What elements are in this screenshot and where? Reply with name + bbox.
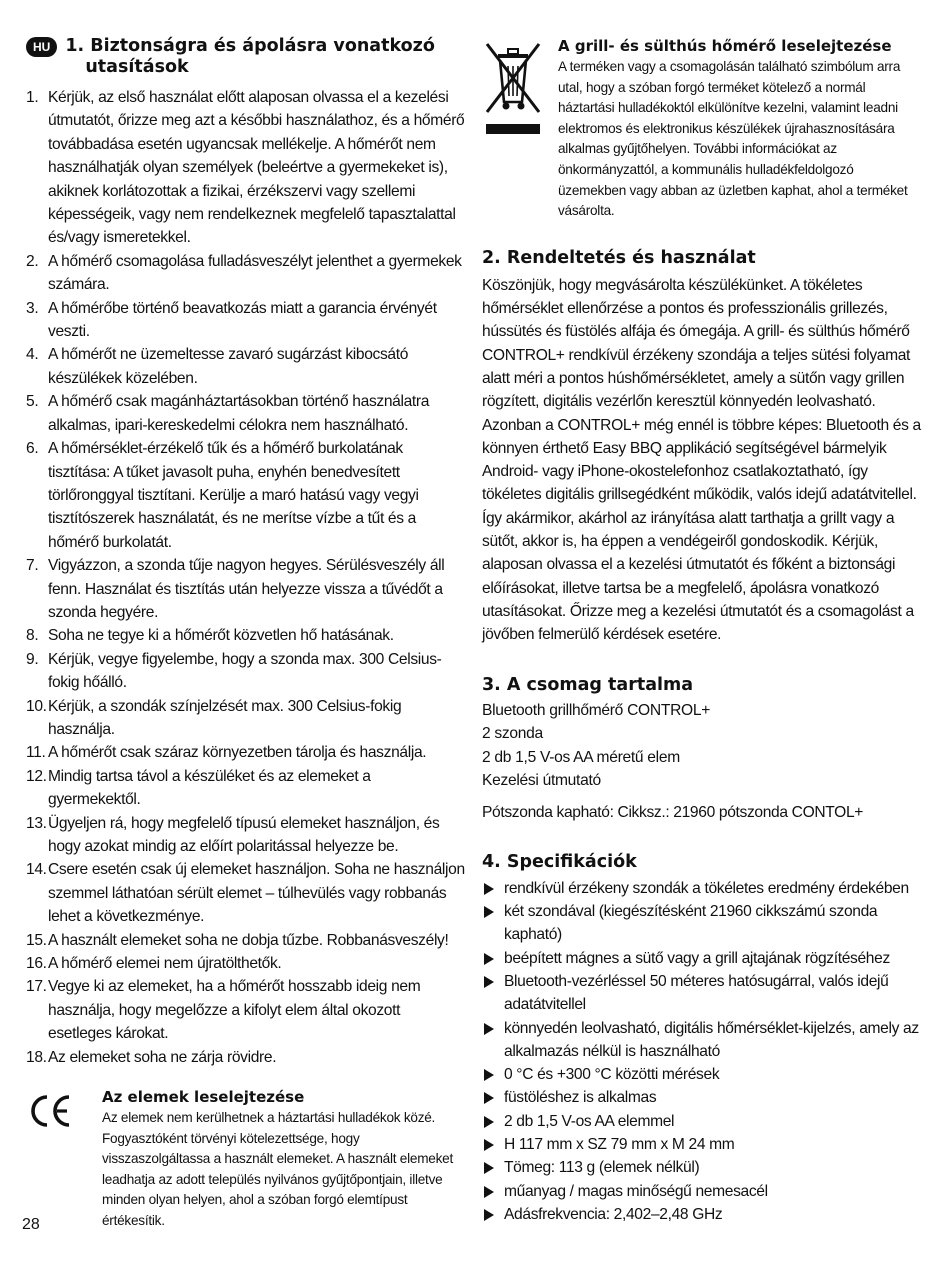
- list-item: [26, 695, 466, 742]
- thermometer-disposal-text: A terméken vagy a csomagolásán található szimbólum arra utal, hogy a szóban forgó terméket kötelező a normál háztartási hulladékoktól elkülönítve kezelni, valamint leadni elektromos és elektronikus készülékek újrahasznosítására alkalmas gyűjtőhelyen. További információkat az önkormányzattól, a kommunális hulladékfeldolgozó üzemekben vagy abban az üzletben kaphat, ahol a terméket vásárolta.: [558, 59, 908, 219]
- item-number: 14.: [26, 861, 47, 879]
- item-text: Bluetooth-vezérléssel 50 méteres hatósugárral, valós idejű adatátvitellel: [504, 972, 889, 1014]
- item-text: Adásfrekvencia: 2,402–2,48 GHz: [504, 1205, 723, 1223]
- item-text: Vegye ki az elemeket, ha a hőmérőt hosszabb ideig nem használja, hogy megelőzze a kifolyt elem által okozott esetleges károkat.: [48, 978, 421, 1043]
- list-item: [482, 1180, 922, 1203]
- item-number: 4.: [26, 346, 39, 364]
- list-item: Bluetooth grillhőmérő CONTROL+: [482, 701, 711, 719]
- section1-title: [65, 36, 435, 78]
- battery-disposal-title: Az elemek leselejtezése: [102, 1088, 305, 1107]
- triangle-bullet-icon: [484, 883, 494, 895]
- item-number: 1.: [26, 89, 39, 106]
- list-item: [26, 1046, 466, 1069]
- item-text: Soha ne tegye ki a hőmérőt közvetlen hő hatásának.: [48, 627, 394, 645]
- item-text: rendkívül érzékeny szondák a tökéletes eredmény érdekében: [504, 879, 909, 897]
- list-item: [26, 86, 466, 250]
- item-text: A hőmérséklet-érzékelő tűk és a hőmérő burkolatának tisztítása: A tűket javasolt puha, enyhén benedvesített törlőronggyal tisztítani. Kerülje a maró hatású vagy vegyi tisztítószerek használatát, és ne merítse vízbe a tűt és a hőmérő burkolatát.: [48, 440, 419, 551]
- section2-text: Köszönjük, hogy megvásárolta készülékünket. A tökéletes hőmérséklet ellenőrzése a pontos és professzionális grillezés, hússütés és füstölés alfája és ómegája. A grill- és sülthús hőmérő CONTROL+ rendkívül érzékeny szondája a teljes sütési folyamat alatt méri a pontos húshőmérsékletet, amely a sütőn vagy grillen rögzített, digitális vezérlőn keresztül könnyedén leolvasható. Azonban a CONTROL+ még ennél is többre képes: Bluetooth és a könnyen érthető Easy BBQ applikáció segítségével bármelyik Android- vagy iPhone-okostelefonhoz csatlakoztatható, így tökéletes digitális grillsegédként működik, valós idejű adatátvitellel. Így akármikor, akárhol az irányítása alatt tarthatja a grillt vagy a sütőt, akkor is, ha éppen a vendégeiről gondoskodik. Kérjük, alaposan olvassa el a kezelési útmutatót és főként a biztonsági előírásokat, illetve tartsa be a megfelelő, ápolásra vonatkozó utasításokat. Őrizze meg a kezelési útmutatót és a csomagolást a jövőben felmerülő kérdések esetére.: [482, 276, 921, 644]
- list-item: [26, 812, 466, 859]
- section1-title-line2: utasítások: [85, 57, 189, 77]
- section3-title: 3. A csomag tartalma: [482, 674, 694, 695]
- item-text: 2 db 1,5 V-os AA elemmel: [504, 1112, 675, 1130]
- item-number: 15.: [26, 931, 47, 949]
- item-number: 5.: [26, 393, 39, 411]
- item-number: 8.: [26, 627, 39, 645]
- triangle-bullet-icon: [484, 976, 494, 988]
- item-number: 9.: [26, 650, 39, 668]
- list-item: [26, 624, 466, 647]
- list-item: [26, 858, 466, 928]
- item-text: Tömeg: 113 g (elemek nélkül): [504, 1159, 700, 1177]
- language-badge: HU: [26, 37, 57, 57]
- section4-title: 4. Specifikációk: [482, 851, 637, 872]
- triangle-bullet-icon: [484, 1116, 494, 1128]
- list-item: [482, 900, 922, 947]
- battery-disposal-block: [26, 1087, 466, 1232]
- list-item: [26, 975, 466, 1045]
- item-number: 16.: [26, 955, 47, 973]
- item-number: 17.: [26, 978, 47, 996]
- item-number: 18.: [26, 1048, 47, 1066]
- list-item: [482, 1110, 922, 1133]
- triangle-bullet-icon: [484, 1186, 494, 1198]
- list-item: [26, 437, 466, 554]
- item-text: beépített mágnes a sütő vagy a grill ajtajának rögzítéséhez: [504, 949, 890, 967]
- list-item: [482, 970, 922, 1017]
- list-item: 2 db 1,5 V-os AA méretű elem: [482, 748, 680, 766]
- list-item: [482, 877, 922, 900]
- list-item: [482, 1133, 922, 1156]
- list-item: [26, 765, 466, 812]
- item-text: Csere esetén csak új elemeket használjon. Soha ne használjon szemmel láthatóan sérült elemet – túlhevülés vagy robbanás lehet a következménye.: [48, 861, 465, 926]
- list-item: [482, 1017, 922, 1064]
- item-text: A hőmérő elemei nem újratölthetők.: [48, 955, 282, 973]
- item-text: Kérjük, a szondák színjelzését max. 300 Celsius-fokig használja.: [48, 697, 402, 738]
- list-item: [26, 343, 466, 390]
- item-text: A hőmérő csomagolása fulladásveszélyt jelenthet a gyermekek számára.: [48, 252, 462, 294]
- item-text: A hőmérőt csak száraz környezetben tárolja és használja.: [48, 744, 427, 762]
- item-number: 7.: [26, 557, 39, 575]
- list-item: 2 szonda: [482, 725, 543, 742]
- triangle-bullet-icon: [484, 1092, 494, 1104]
- thermometer-disposal-title: A grill- és sülthús hőmérő leselejtezése: [558, 37, 892, 55]
- item-number: 11.: [26, 744, 46, 762]
- list-item: [26, 952, 466, 975]
- list-item: [26, 297, 466, 344]
- item-text: Vigyázzon, a szonda tűje nagyon hegyes. Sérülésveszély áll fenn. Használat és tisztítás után helyezze vissza a tűvédőt a szonda hegyére.: [48, 557, 445, 621]
- right-column: [482, 36, 922, 1226]
- item-text: H 117 mm x SZ 79 mm x M 24 mm: [504, 1136, 735, 1154]
- triangle-bullet-icon: [484, 906, 494, 918]
- item-text: Mindig tartsa távol a készüléket és az elemeket a gyermekektől.: [48, 767, 371, 809]
- list-item: [26, 741, 466, 764]
- item-number: 12.: [26, 767, 47, 785]
- item-text: füstöléshez is alkalmas: [504, 1089, 657, 1107]
- item-text: A hőmérőbe történő beavatkozás miatt a garancia érvényét veszti.: [48, 299, 437, 341]
- list-item: [482, 1156, 922, 1179]
- spare-probe-note: Pótszonda kapható: Cikksz.: 21960 pótszonda CONTOL+: [482, 803, 864, 821]
- list-item: [482, 1086, 922, 1109]
- thermometer-disposal-block: [482, 36, 922, 222]
- item-text: A hőmérőt ne üzemeltesse zavaró sugárzást kibocsátó készülékek közelében.: [48, 346, 409, 387]
- triangle-bullet-icon: [484, 1162, 494, 1174]
- weee-bin-icon: [482, 36, 558, 141]
- item-text: Ügyeljen rá, hogy megfelelő típusú elemeket használjon, és hogy azokat mindig az előírt polaritással helyezze be.: [48, 814, 440, 855]
- specifications-list: [482, 877, 922, 1226]
- list-item: [26, 648, 466, 695]
- item-text: Az elemeket soha ne zárja rövidre.: [48, 1048, 277, 1066]
- item-text: Kérjük, vegye figyelembe, hogy a szonda max. 300 Celsius-fokig hőálló.: [48, 650, 442, 692]
- item-number: 13.: [26, 814, 47, 832]
- section2-title: 2. Rendeltetés és használat: [482, 247, 756, 268]
- page-number: 28: [22, 1216, 40, 1233]
- list-item: [26, 250, 466, 297]
- list-item: [482, 947, 922, 970]
- item-number: 2.: [26, 252, 39, 270]
- left-column: [26, 36, 466, 1232]
- package-contents-list: [482, 699, 922, 793]
- safety-rules-list: [26, 86, 466, 1069]
- triangle-bullet-icon: [484, 1023, 494, 1035]
- list-item: Kezelési útmutató: [482, 772, 601, 789]
- item-text: műanyag / magas minőségű nemesacél: [504, 1182, 768, 1200]
- list-item: [482, 1063, 922, 1086]
- triangle-bullet-icon: [484, 1209, 494, 1221]
- list-item: [482, 1203, 922, 1226]
- section1-header: [26, 36, 466, 78]
- item-number: 3.: [26, 299, 39, 317]
- list-item: [26, 929, 466, 952]
- list-item: [26, 554, 466, 624]
- item-text: két szondával (kiegészítésként 21960 cikkszámú szonda kapható): [504, 903, 878, 944]
- item-number: 6.: [26, 440, 39, 458]
- item-number: 10.: [26, 697, 47, 715]
- section1-title-line1: 1. Biztonságra és ápolásra vonatkozó: [65, 36, 435, 56]
- triangle-bullet-icon: [484, 1139, 494, 1151]
- list-item: [26, 390, 466, 437]
- item-text: 0 °C és +300 °C közötti mérések: [504, 1066, 720, 1084]
- triangle-bullet-icon: [484, 953, 494, 965]
- item-text: A használt elemeket soha ne dobja tűzbe. Robbanásveszély!: [48, 931, 449, 949]
- item-text: könnyedén leolvasható, digitális hőmérséklet-kijelzés, amely az alkalmazás nélkül is használható: [504, 1019, 919, 1060]
- ce-mark-icon: [26, 1087, 102, 1136]
- item-text: Kérjük, az első használat előtt alaposan olvassa el a kezelési útmutatót, őrizze meg azt a későbbi használathoz, és a hőmérő továbbadása esetén ugyancsak mellékelje. A hőmérőt nem használhatják olyan személyek (beleértve a gyermekeket is), akiknek korlátozottak a fizikai, érzékszervi vagy szellemi képességeik, vagy nem rendelkeznek megfelelő tapasztalattal és/vagy ismeretekkel.: [48, 89, 465, 247]
- battery-disposal-text: Az elemek nem kerülhetnek a háztartási hulladékok közé. Fogyasztóként törvényi kötelezettsége, hogy visszaszolgáltassa a használt elemeket. A használt elemeket leadhatja az adott település nyilvános gyűjtőpontjain, illetve minden olyan helyen, ahol a szóban forgó elemtípust értékesítik.: [102, 1110, 453, 1229]
- triangle-bullet-icon: [484, 1069, 494, 1081]
- item-text: A hőmérő csak magánháztartásokban történő használatra alkalmas, ipari-kereskedelmi célokra nem használható.: [48, 393, 430, 434]
